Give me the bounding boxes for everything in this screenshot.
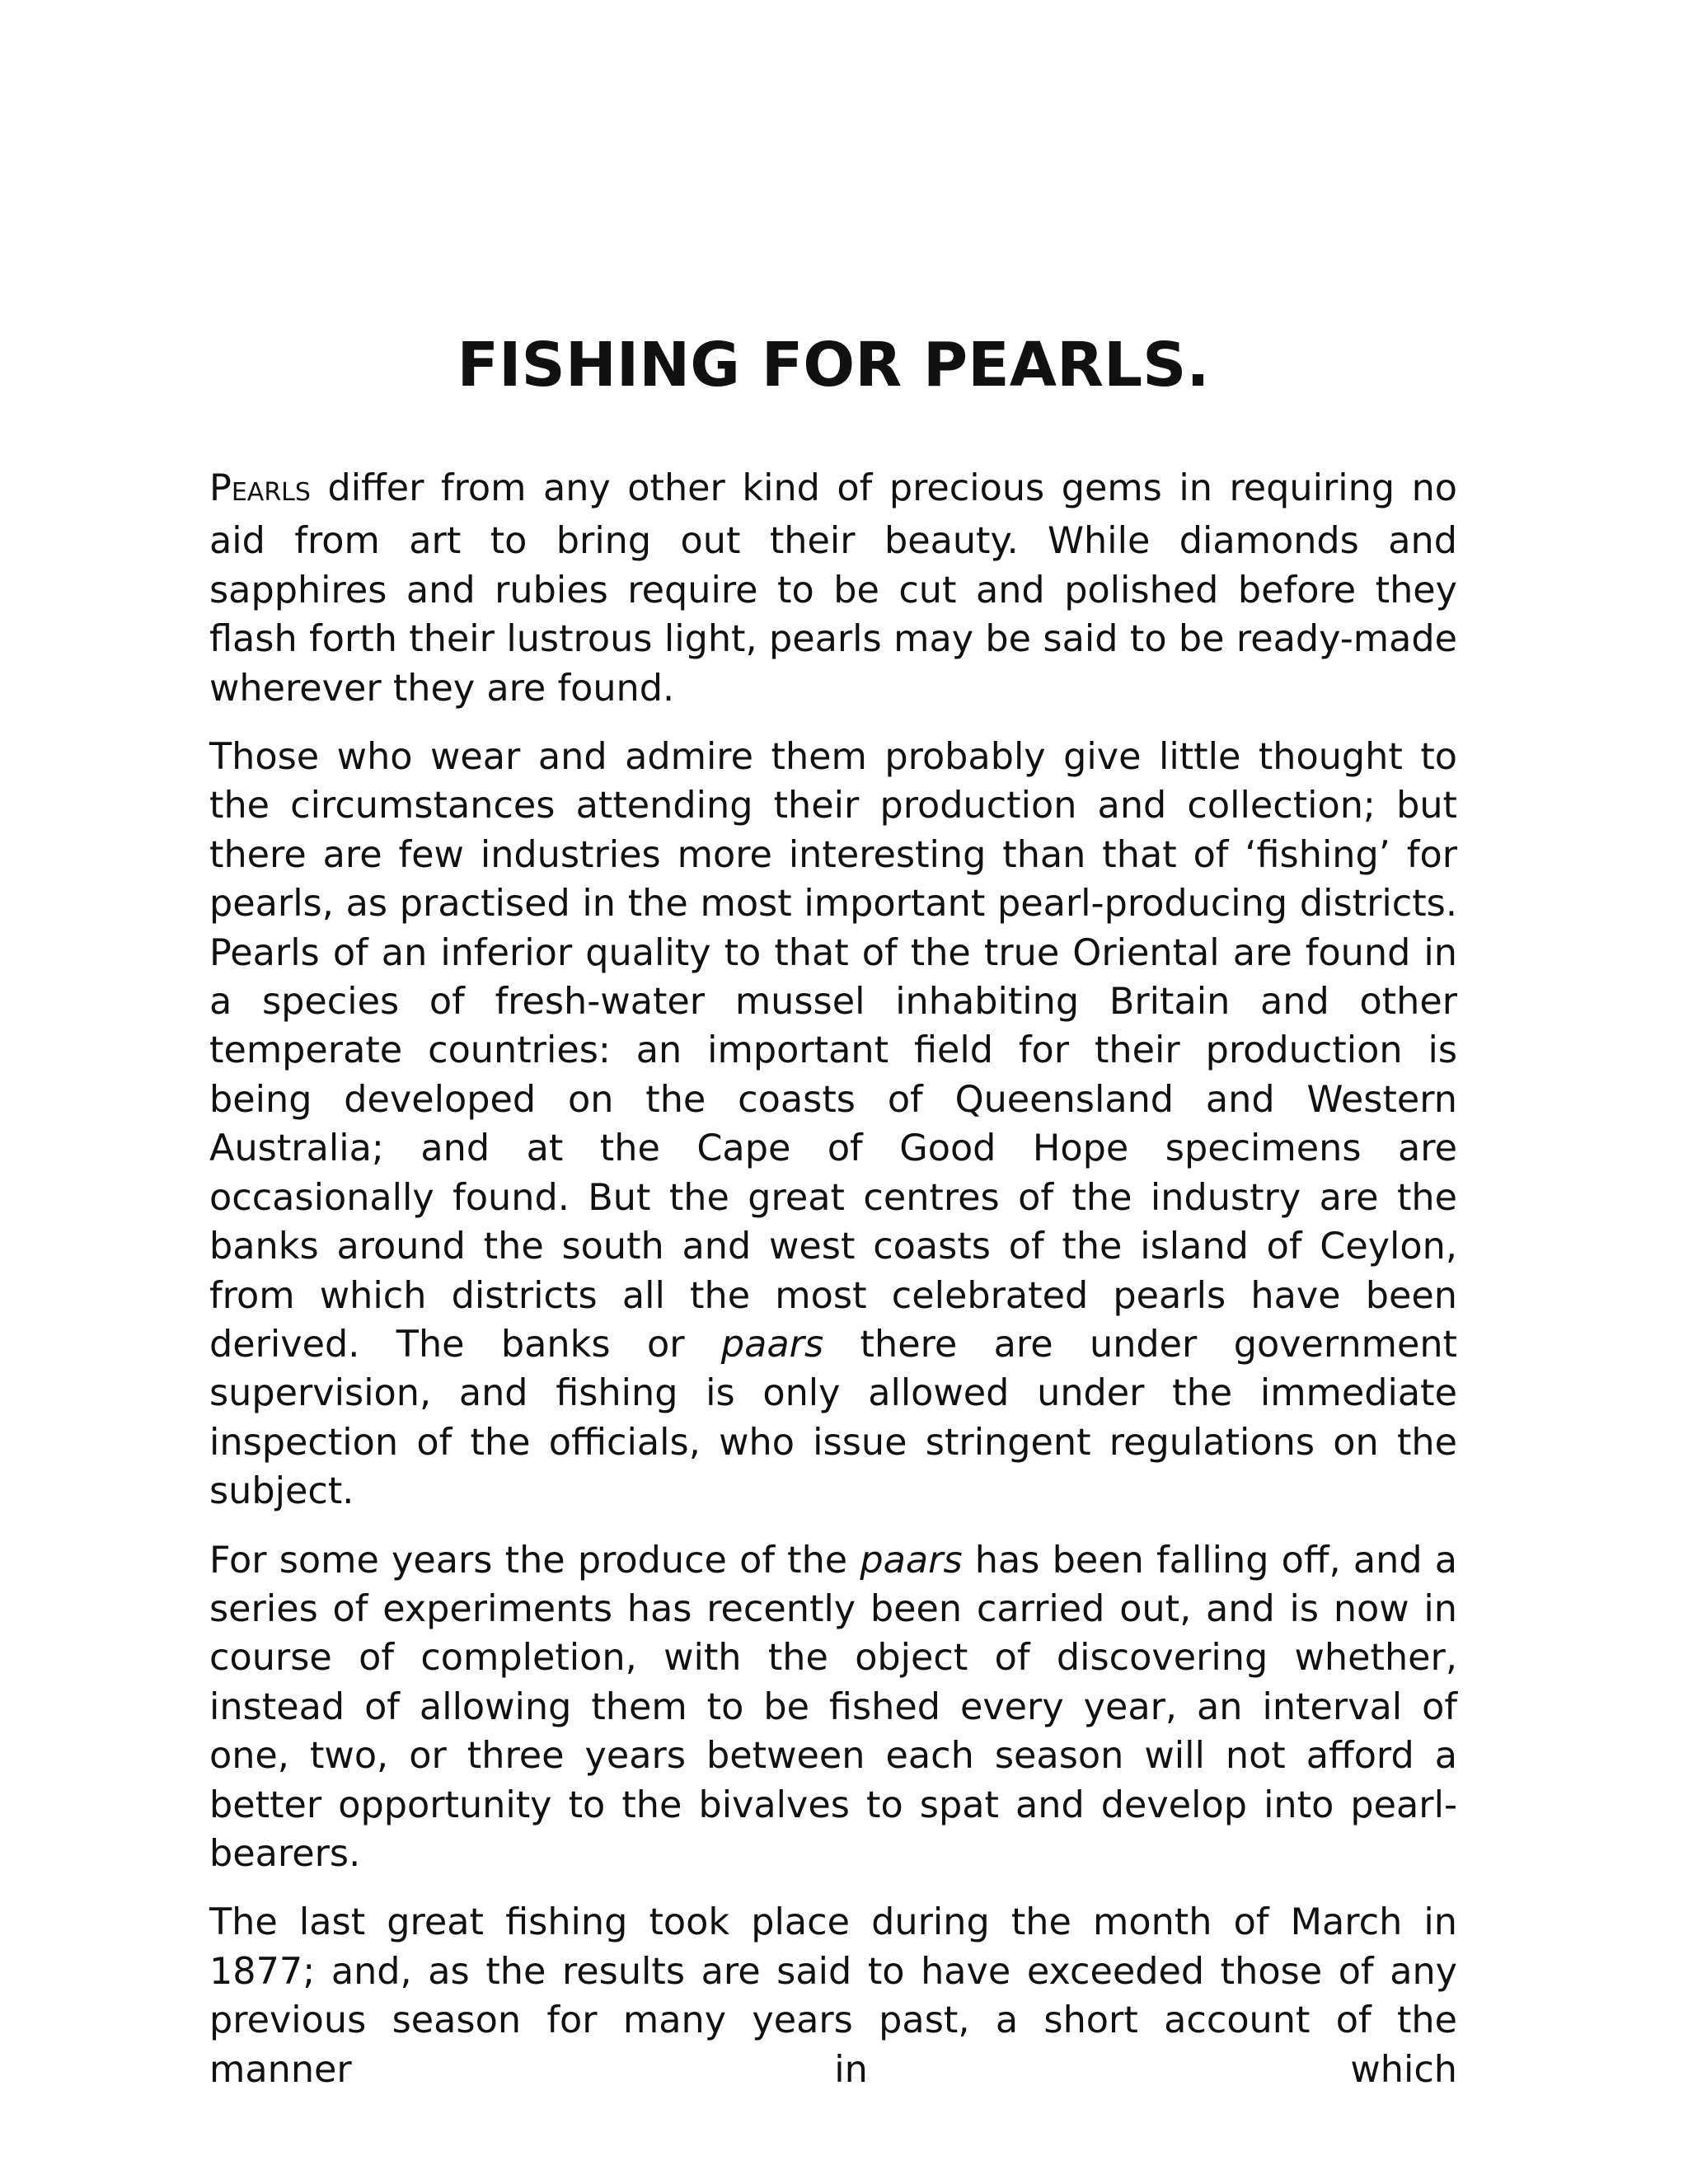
paragraph-3-text-b: has been falling off, and a series of experiments has recently been carried out, and is now in course of completion, with the object of discovering whether, instead of allowing them to be fished every year, an interval of one, two, or three years between each season will not afford a better opportunity to the bivalves to spat and develop into pearl-bearers. <box>209 1539 1458 1875</box>
lead-initial: P <box>209 467 232 509</box>
paragraph-4-text: The last great fishing took place during the month of March in 1877; and, as the results are said to have exceeded those of any previous season for many years past, a short account of the manner in which <box>209 1901 1457 2091</box>
paragraph-2 <box>209 733 1457 1516</box>
paragraph-2-text-a: Those who wear and admire them probably give little thought to the circumstances attending their production and collection; but there are few industries more interesting than that of ‘fishing’ for pearls, as practised in the most important pearl-producing districts. Pearls of an inferior quality to that of the true Oriental are found in a species of fresh-water mussel inhabiting Britain and other temperate countries: an important field for their production is being developed on the coasts of Queensland and Western Australia; and at the Cape of Good Hope specimens are occasionally found. But the great centres of the industry are the banks around the south and west coasts of the island of Ceylon, from which districts all the most celebrated pearls have been derived. The banks or <box>209 736 1457 1366</box>
paragraph-3-italic: paars <box>860 1539 963 1582</box>
paragraph-2-text-b: there are under government supervision, and fishing is only allowed under the immediate inspection of the officials, who issue stringent regulations on the subject. <box>209 1323 1457 1513</box>
paragraph-1 <box>209 464 1457 713</box>
paragraph-4 <box>209 1898 1457 2094</box>
lead-word <box>209 467 311 509</box>
page-content <box>209 326 1457 2114</box>
paragraph-2-italic: paars <box>720 1323 824 1366</box>
lead-smallcaps: EARLS <box>231 478 311 507</box>
paragraph-3-text-a: For some years the produce of the <box>209 1539 860 1582</box>
paragraph-1-text: differ from any other kind of precious gems in requiring no aid from art to bring out their beauty. While diamonds and sapphires and rubies require to be cut and polished before they flash forth their lustrous light, pearls may be said to be ready-made wherever they are found. <box>209 467 1457 710</box>
page-title: FISHING FOR PEARLS. <box>457 330 1210 401</box>
paragraph-3 <box>209 1536 1457 1879</box>
